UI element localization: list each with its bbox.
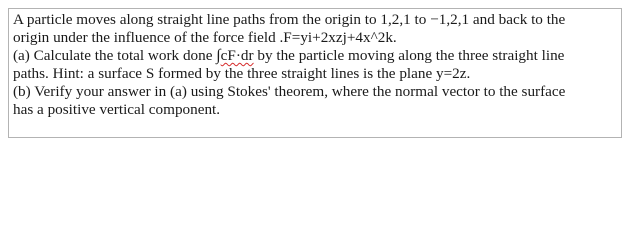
problem-line-3 [13, 47, 621, 65]
f-dot-dr: F·dr [227, 47, 254, 64]
line-integral-expression [221, 47, 254, 64]
problem-line-1: A particle moves along straight line paths from the origin to 1,2,1 to −1,2,1 and back to the [13, 11, 566, 28]
part-a-text: (a) Calculate the total work done [13, 47, 217, 64]
problem-text-box [8, 8, 622, 138]
problem-line-4: paths. Hint: a surface S formed by the three straight lines is the plane y=2z. [13, 65, 471, 82]
problem-line-5: (b) Verify your answer in (a) using Stokes' theorem, where the normal vector to the surface [13, 83, 566, 100]
integral-symbol: ∫ [216, 47, 221, 64]
integral-subscript-c: c [220, 47, 228, 64]
problem-line-6: has a positive vertical component. [13, 101, 221, 118]
part-a-text-continued: by the particle moving along the three straight line [253, 47, 565, 64]
problem-line-2: origin under the influence of the force field .F=yi+2xzj+4x^2k. [13, 29, 397, 46]
